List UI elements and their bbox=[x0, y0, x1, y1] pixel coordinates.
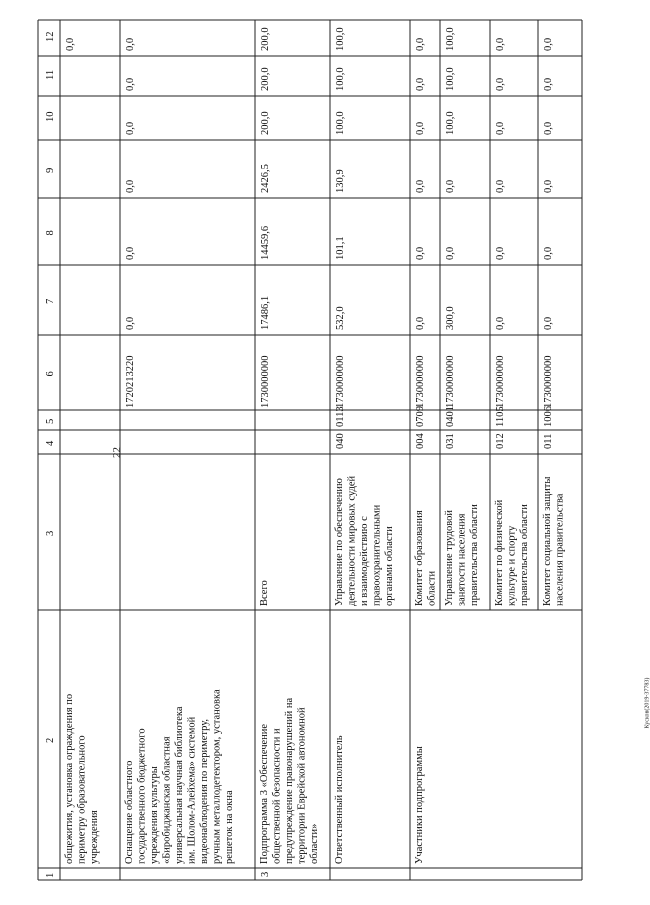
description-line: государственного бюджетного bbox=[136, 728, 148, 864]
description-line: универсальная научная библиотека bbox=[174, 706, 185, 864]
executor-line: Комитет по физической bbox=[494, 499, 505, 606]
description-line: видеонаблюдения по периметру, bbox=[199, 718, 210, 864]
column-header-12: 12 bbox=[45, 31, 56, 42]
description-line: ручным металлодетектором, установка bbox=[211, 689, 223, 864]
code-rzpr: 0113 bbox=[335, 406, 346, 427]
description-line: учреждения культуры bbox=[149, 766, 160, 864]
document-stamp: Кусков(2019-37783) bbox=[644, 677, 650, 729]
executor-line: правоохранительными bbox=[371, 504, 383, 606]
code-rzpr: 1006 bbox=[543, 406, 554, 427]
value-cell: 100,0 bbox=[445, 111, 456, 135]
value-cell: 0,0 bbox=[415, 316, 426, 330]
column-header-4: 4 bbox=[45, 440, 56, 446]
value-cell: 100,0 bbox=[445, 27, 456, 51]
executor-line: правительства области bbox=[469, 504, 480, 606]
code-rzpr: 0401 bbox=[445, 406, 456, 427]
column-header-5: 5 bbox=[45, 418, 56, 424]
value-cell: 200,0 bbox=[260, 27, 271, 51]
value-cell: 0,0 bbox=[543, 121, 554, 135]
code-grbs: 012 bbox=[495, 433, 506, 449]
value-cell: 0,0 bbox=[125, 316, 136, 330]
column-header-7: 7 bbox=[45, 298, 56, 304]
value-cell: 0,0 bbox=[495, 246, 506, 260]
value-cell: 100,0 bbox=[335, 27, 346, 51]
value-cell: 0,0 bbox=[415, 37, 426, 51]
value-cell: 0,0 bbox=[125, 179, 136, 193]
code-rzpr: 1105 bbox=[495, 406, 506, 427]
value-cell: 0,0 bbox=[415, 246, 426, 260]
value-cell: 0,0 bbox=[543, 316, 554, 330]
value-cell: 0,0 bbox=[65, 37, 76, 51]
executor-line: органами области bbox=[384, 526, 395, 606]
code-csr: 1720213220 bbox=[125, 355, 136, 408]
description-line: Участники подпрограммы bbox=[414, 746, 425, 864]
description-line: Ответственный исполнитель bbox=[334, 735, 345, 864]
value-cell: 14459,6 bbox=[260, 225, 271, 260]
code-rzpr: 0709 bbox=[415, 406, 426, 427]
value-cell: 2426,5 bbox=[260, 164, 271, 193]
code-grbs: 031 bbox=[445, 433, 456, 449]
column-header-11: 11 bbox=[45, 69, 56, 80]
code-csr: 1730000000 bbox=[415, 355, 426, 408]
executor-line: области bbox=[426, 570, 438, 606]
value-cell: 0,0 bbox=[543, 246, 554, 260]
value-cell: 0,0 bbox=[445, 246, 456, 260]
value-cell: 200,0 bbox=[260, 67, 271, 91]
value-cell: 17486,1 bbox=[260, 295, 271, 330]
column-header-2: 2 bbox=[45, 737, 56, 743]
column-header-10: 10 bbox=[45, 111, 56, 122]
code-csr: 1730000000 bbox=[495, 355, 506, 408]
value-cell: 100,0 bbox=[335, 67, 346, 91]
value-cell: 0,0 bbox=[495, 121, 506, 135]
executor-line: Управление по обеспечению bbox=[334, 478, 345, 606]
value-cell: 0,0 bbox=[415, 77, 426, 91]
executor-line: Комитет образования bbox=[414, 510, 425, 606]
column-header-8: 8 bbox=[45, 230, 56, 236]
value-cell: 0,0 bbox=[415, 179, 426, 193]
code-grbs: 004 bbox=[415, 433, 426, 449]
value-cell: 0,0 bbox=[495, 77, 506, 91]
value-cell: 0,0 bbox=[543, 77, 554, 91]
description-line: периметру образовательного bbox=[76, 735, 88, 864]
executor-line: деятельности мировых судей bbox=[346, 475, 358, 606]
column-header-1: 1 bbox=[45, 872, 56, 878]
code-grbs: 040 bbox=[335, 433, 346, 449]
executor-line: Всего bbox=[259, 580, 270, 606]
description-line: общественной безопасности и bbox=[271, 728, 283, 864]
executor-line: населения правительства bbox=[554, 493, 566, 606]
value-cell: 100,0 bbox=[445, 67, 456, 91]
value-cell: 0,0 bbox=[125, 246, 136, 260]
page-number: 22 bbox=[111, 447, 123, 458]
description-line: «Биробиджанская областная bbox=[161, 736, 173, 864]
value-cell: 130,9 bbox=[335, 169, 346, 193]
value-cell: 100,0 bbox=[335, 111, 346, 135]
executor-line: и взаимодействию с bbox=[359, 516, 370, 606]
value-cell: 0,0 bbox=[543, 179, 554, 193]
column-header-9: 9 bbox=[45, 167, 56, 173]
value-cell: 101,1 bbox=[335, 236, 346, 260]
value-cell: 0,0 bbox=[125, 121, 136, 135]
value-cell: 532,0 bbox=[335, 306, 346, 330]
description-line: общежития, установка ограждения по bbox=[64, 693, 75, 864]
executor-line: правительства области bbox=[519, 504, 530, 606]
description-line: области» bbox=[309, 823, 320, 864]
code-csr: 1730000000 bbox=[260, 355, 271, 408]
code-grbs: 011 bbox=[543, 433, 554, 449]
executor-line: культуре и спорту bbox=[506, 525, 518, 606]
value-cell: 0,0 bbox=[445, 179, 456, 193]
description-line: Оснащение областного bbox=[124, 760, 135, 864]
value-cell: 0,0 bbox=[495, 37, 506, 51]
value-cell: 300,0 bbox=[445, 306, 456, 330]
executor-line: занятости населения bbox=[456, 513, 468, 606]
value-cell: 0,0 bbox=[495, 179, 506, 193]
column-header-6: 6 bbox=[45, 371, 56, 377]
code-csr: 1730000000 bbox=[543, 355, 554, 408]
value-cell: 0,0 bbox=[495, 316, 506, 330]
description-line: предупреждение правонарушений на bbox=[284, 697, 295, 864]
value-cell: 0,0 bbox=[415, 121, 426, 135]
value-cell: 0,0 bbox=[125, 77, 136, 91]
value-cell: 200,0 bbox=[260, 111, 271, 135]
code-csr: 1730000000 bbox=[335, 355, 346, 408]
description-line: учреждения bbox=[89, 810, 100, 864]
executor-line: Комитет социальной защиты bbox=[542, 476, 553, 606]
column-header-3: 3 bbox=[45, 530, 56, 536]
description-line: территории Еврейской автономной bbox=[296, 707, 308, 864]
description-line: Подпрограмма 3 «Обеспечение bbox=[259, 723, 270, 864]
description-line: им. Шолом-Алейхема» системой bbox=[186, 716, 198, 864]
description-line: решеток на окна bbox=[224, 790, 235, 864]
executor-line: Управление трудовой bbox=[444, 509, 455, 606]
value-cell: 0,0 bbox=[125, 37, 136, 51]
value-cell: 0,0 bbox=[543, 37, 554, 51]
row-number: 3 bbox=[260, 871, 271, 877]
code-csr: 1730000000 bbox=[445, 355, 456, 408]
